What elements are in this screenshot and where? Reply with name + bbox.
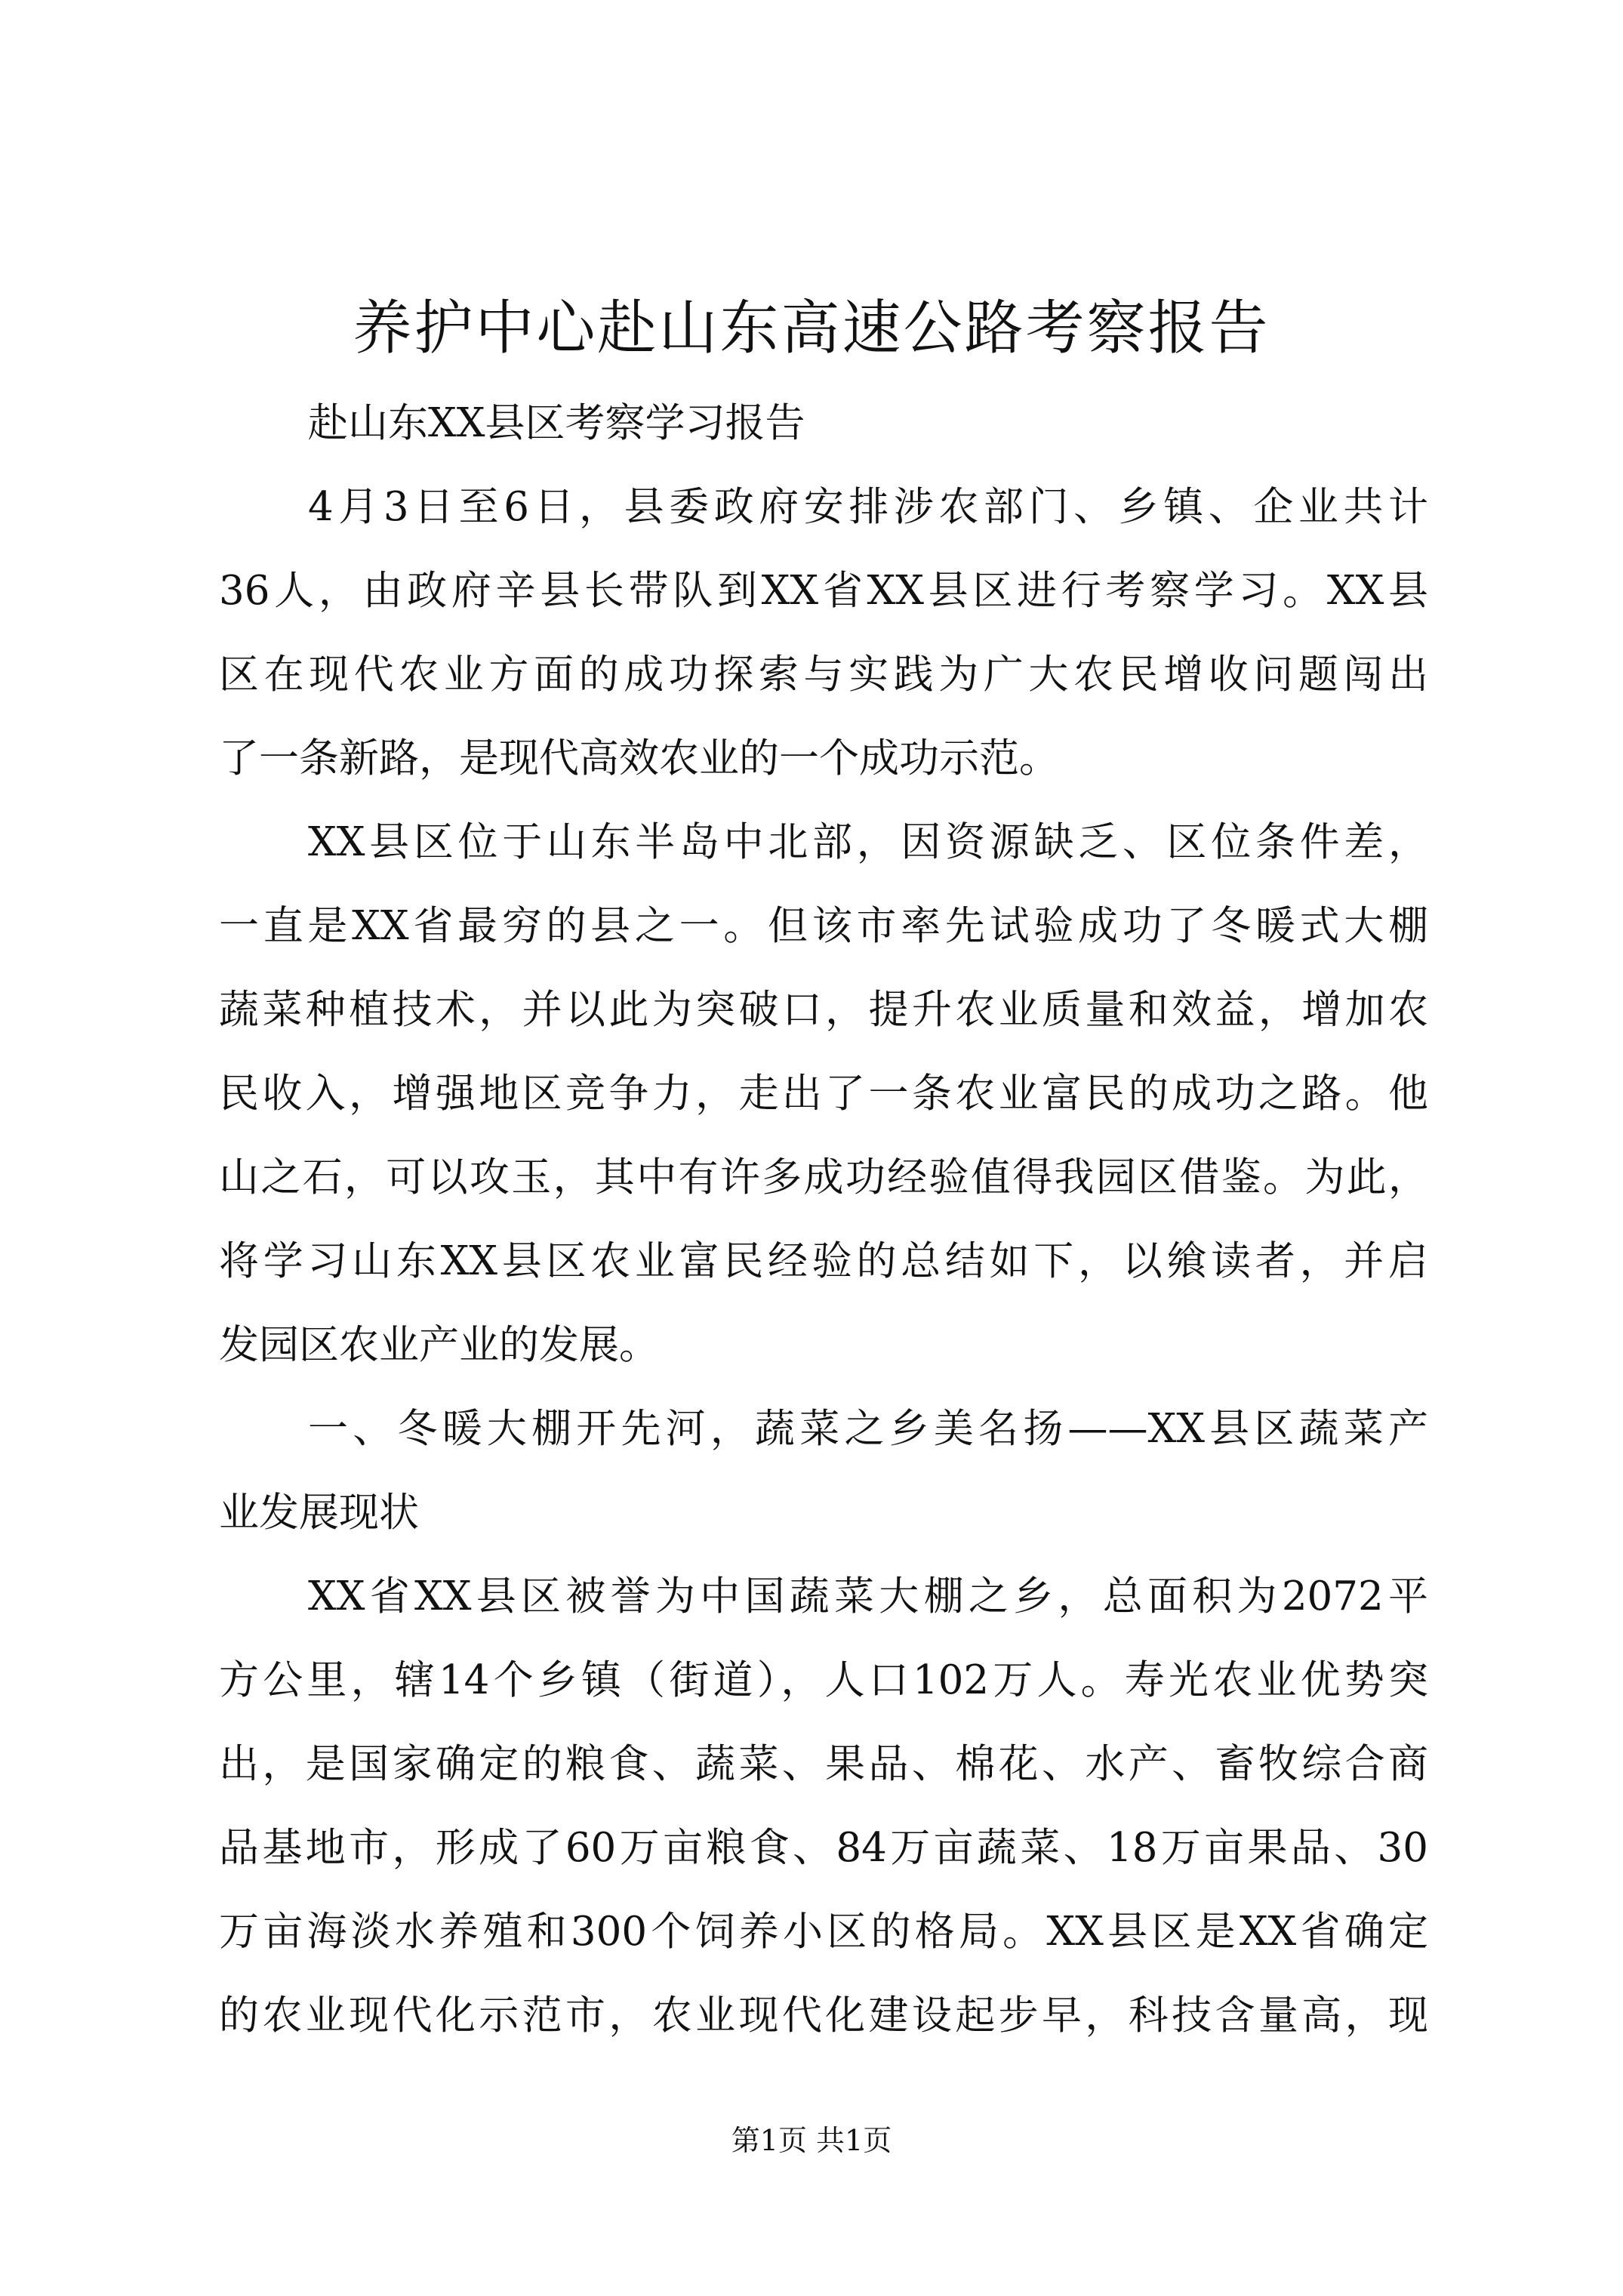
paragraph-line: 4月3日至6日，县委政府安排涉农部门、乡镇、企业共计 [308,484,1428,530]
paragraph-line: 方公里，辖14个乡镇（街道），人口102万人。寿光农业优势突 [219,1657,1428,1703]
paragraph-line: 的农业现代化示范市，农业现代化建设起步早，科技含量高，现 [219,1992,1428,2039]
paragraph-line: 山之石，可以攻玉，其中有许多成功经验值得我园区借鉴。为此， [219,1154,1428,1200]
paragraph-line: 品基地市，形成了60万亩粮食、84万亩蔬菜、18万亩果品、30 [219,1825,1428,1871]
section-heading-line: 一、冬暖大棚开先河，蔬菜之乡美名扬——XX县区蔬菜产 [308,1406,1428,1452]
document-body [219,381,1428,2057]
document-title: 养护中心赴山东高速公路考察报告 [353,294,1270,362]
page-footer: 第1页 共1页 [731,2124,892,2157]
section-heading-line: 业发展现状 [219,1490,419,1536]
paragraph-line: 民收入，增强地区竞争力，走出了一条农业富民的成功之路。他 [219,1071,1428,1117]
paragraph-line: 赴山东XX县区考察学习报告 [308,400,805,446]
paragraph-line: XX县区位于山东半岛中北部，因资源缺乏、区位条件差， [308,819,1428,865]
paragraph-line: 将学习山东XX县区农业富民经验的总结如下，以飨读者，并启 [219,1238,1428,1284]
paragraph-line: 发园区农业产业的发展。 [219,1322,659,1368]
paragraph-line: 36人，由政府辛县长带队到XX省XX县区进行考察学习。XX县 [219,568,1428,614]
paragraph-line: XX省XX县区被誉为中国蔬菜大棚之乡，总面积为2072平 [308,1573,1428,1620]
paragraph-line: 出，是国家确定的粮食、蔬菜、果品、棉花、水产、畜牧综合商 [219,1741,1428,1787]
paragraph-line: 一直是XX省最穷的县之一。但该市率先试验成功了冬暖式大棚 [219,903,1428,949]
paragraph-line: 万亩海淡水养殖和300个饲养小区的格局。XX县区是XX省确定 [219,1909,1428,1955]
paragraph-line: 了一条新路，是现代高效农业的一个成功示范。 [219,735,1059,781]
paragraph-line: 蔬菜种植技术，并以此为突破口，提升农业质量和效益，增加农 [219,987,1428,1033]
paragraph-line: 区在现代农业方面的成功探索与实践为广大农民增收问题闯出 [219,652,1428,698]
